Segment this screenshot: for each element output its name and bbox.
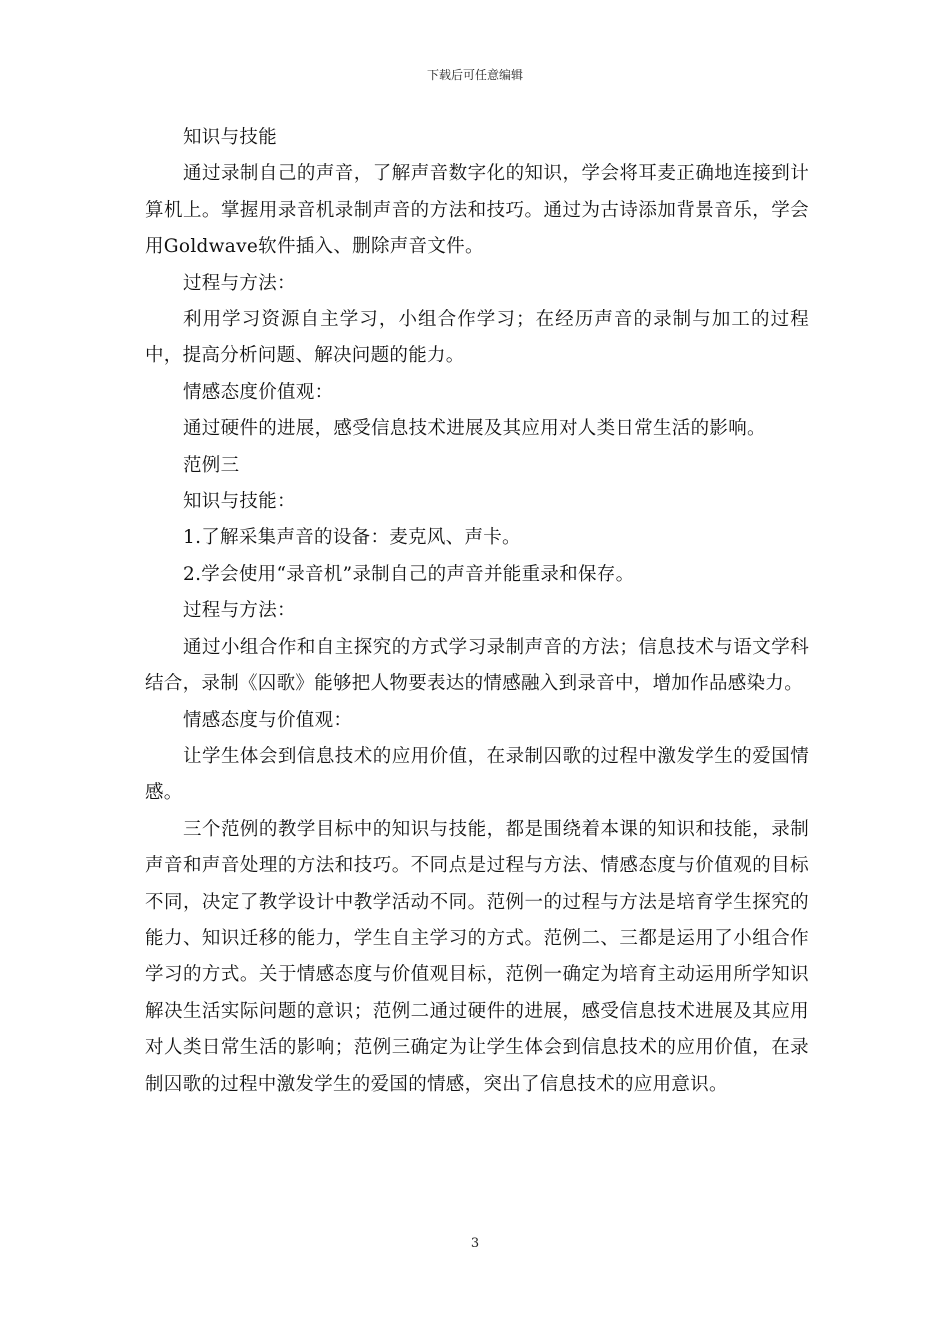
- heading-emotion-values: 情感态度价值观：: [183, 381, 334, 403]
- list-item: 1.了解采集声音的设备：麦克风、声卡。: [183, 527, 521, 549]
- list-item: 2.学会使用“录音机”录制自己的声音并能重录和保存。: [183, 563, 635, 585]
- summary-paragraph: 三个范例的教学目标中的知识与技能，都是围绕着本课的知识和技能，录制声音和声音处理的方法和技巧。不同点是过程与方法、情感态度与价值观的目标不同，决定了教学设计中教学活动不同。范例一的过程与方法是培育学生探究的能力、知识迁移的能力，学生自主学习的方式。范例二、三都是运用了小组合作学习的方式。关于情感态度与价值观目标，范例一确定为培育主动运用所学知识解决生活实际问题的意识；范例二通过硬件的进展，感受信息技术进展及其应用对人类日常生活的影响；范例三确定为让学生体会到信息技术的应用价值，在录制囚歌的过程中激发学生的爱国的情感，突出了信息技术的应用意识。: [145, 818, 809, 1095]
- paragraph: 利用学习资源自主学习，小组合作学习；在经历声音的录制与加工的过程中，提高分析问题、解决问题的能力。: [145, 309, 809, 367]
- heading-example-three: 范例三: [183, 454, 240, 476]
- heading-process-method: 过程与方法：: [183, 600, 296, 622]
- paragraph: 通过硬件的进展，感受信息技术进展及其应用对人类日常生活的影响。: [183, 418, 766, 440]
- document-body: [145, 120, 809, 1103]
- heading-emotion-values: 情感态度与价值观：: [183, 709, 353, 731]
- heading-process-method: 过程与方法：: [183, 272, 296, 294]
- paragraph: 通过录制自己的声音，了解声音数字化的知识，学会将耳麦正确地连接到计算机上。掌握用录音机录制声音的方法和技巧。通过为古诗添加背景音乐，学会用Goldwave软件插入、删除声音文件。: [145, 163, 809, 258]
- page-header: 下载后可任意编辑: [426, 68, 523, 82]
- paragraph: 通过小组合作和自主探究的方式学习录制声音的方法；信息技术与语文学科结合，录制《囚歌》能够把人物要表达的情感融入到录音中，增加作品感染力。: [145, 636, 809, 695]
- heading-knowledge-skills: 知识与技能: [183, 127, 278, 148]
- heading-knowledge-skills: 知识与技能：: [183, 491, 296, 513]
- page-number: 3: [470, 1236, 480, 1251]
- paragraph: 让学生体会到信息技术的应用价值，在录制囚歌的过程中激发学生的爱国情感。: [145, 745, 809, 804]
